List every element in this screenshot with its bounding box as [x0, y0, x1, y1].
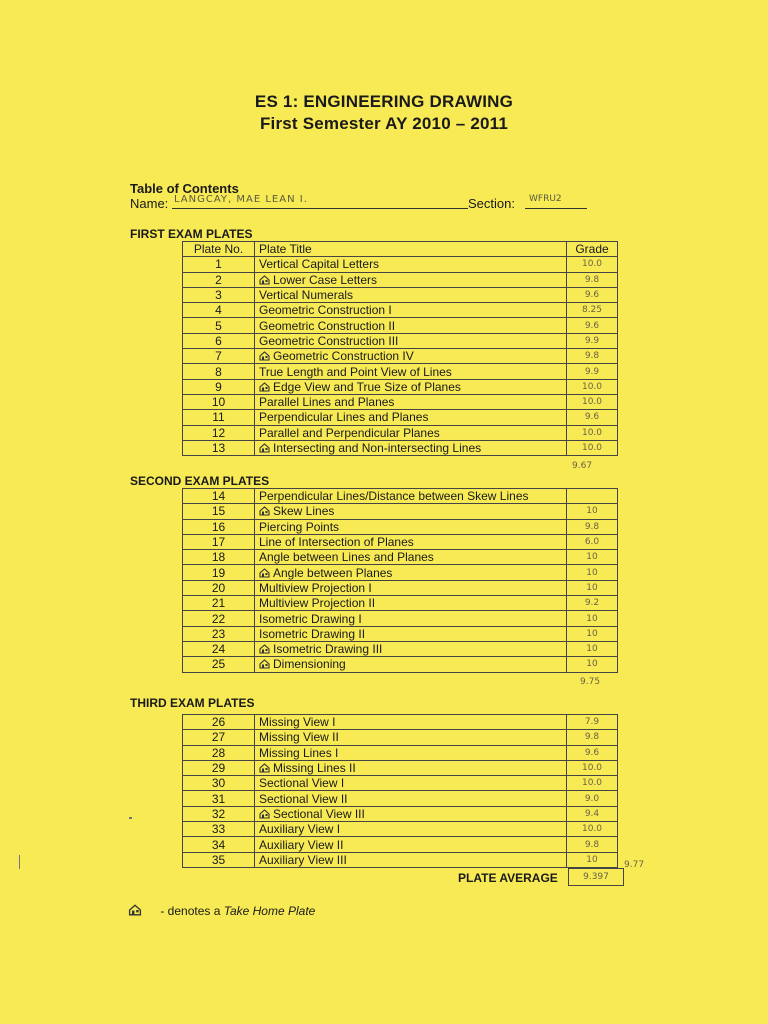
- plate-title: [255, 333, 567, 348]
- plate-grade: 10.0: [567, 776, 618, 791]
- plate-grade: 9.8: [567, 519, 618, 534]
- table-row: [183, 641, 618, 656]
- section-field[interactable]: WFRU2: [525, 194, 587, 209]
- table-row: [183, 303, 618, 318]
- plate-title: [255, 657, 567, 672]
- take-home-icon: [259, 808, 270, 818]
- plate-title: [255, 440, 567, 455]
- take-home-icon: [259, 643, 270, 653]
- plate-number: 2: [183, 272, 255, 287]
- plate-title: [255, 745, 567, 760]
- plate-number: 6: [183, 333, 255, 348]
- plate-grade: [567, 489, 618, 504]
- plate-grade: 10: [567, 657, 618, 672]
- first-exam-table: [182, 241, 618, 456]
- plate-title-text: Geometric Construction I: [259, 303, 392, 318]
- plate-title-text: Isometric Drawing I: [259, 611, 362, 626]
- table-row: [183, 257, 618, 272]
- plate-number: 30: [183, 776, 255, 791]
- plate-title-text: Perpendicular Lines and Planes: [259, 410, 429, 425]
- plate-title: [255, 364, 567, 379]
- take-home-icon: [259, 762, 270, 772]
- plate-title-text: Auxiliary View I: [259, 822, 341, 837]
- plate-title-text: Angle between Planes: [273, 565, 393, 580]
- first-exam-average: 9.67: [572, 461, 593, 471]
- plate-title: [255, 519, 567, 534]
- legend-prefix: - denotes a: [160, 904, 221, 918]
- plate-title: [255, 394, 567, 409]
- plate-title: [255, 715, 567, 730]
- plate-grade: 9.6: [567, 745, 618, 760]
- plate-grade: 9.0: [567, 791, 618, 806]
- table-row: [183, 760, 618, 775]
- document-title: ES 1: ENGINEERING DRAWING: [254, 92, 514, 111]
- table-row: [183, 333, 618, 348]
- plate-grade: 10: [567, 641, 618, 656]
- plate-title-text: Missing View II: [259, 730, 339, 745]
- plate-grade: 10.0: [567, 257, 618, 272]
- plate-title-header: Plate Title: [255, 242, 567, 257]
- plate-number: 31: [183, 791, 255, 806]
- take-home-icon: [259, 658, 270, 668]
- take-home-icon: [259, 442, 270, 452]
- plate-number: 3: [183, 287, 255, 302]
- plate-grade: 9.8: [567, 349, 618, 364]
- plate-grade: 9.8: [567, 272, 618, 287]
- plate-grade: 10.0: [567, 760, 618, 775]
- legend: [128, 904, 315, 918]
- plate-title: [255, 287, 567, 302]
- plate-number: 28: [183, 745, 255, 760]
- plate-number: 34: [183, 837, 255, 852]
- table-row: [183, 504, 618, 519]
- plate-number: 5: [183, 318, 255, 333]
- plate-title-text: Dimensioning: [273, 657, 346, 672]
- plate-title: [255, 791, 567, 806]
- plate-number: 23: [183, 626, 255, 641]
- second-exam-average: 9.75: [580, 677, 601, 687]
- plate-no-header: Plate No.: [183, 242, 255, 257]
- plate-grade: 9.9: [567, 333, 618, 348]
- plate-number: 33: [183, 822, 255, 837]
- second-exam-heading: SECOND EXAM PLATES: [130, 474, 270, 488]
- plate-number: 7: [183, 349, 255, 364]
- table-row: [183, 318, 618, 333]
- plate-title: [255, 504, 567, 519]
- plate-number: 32: [183, 806, 255, 821]
- table-row: [183, 852, 618, 867]
- plate-title-text: Parallel Lines and Planes: [259, 395, 395, 410]
- take-home-icon: [259, 350, 270, 360]
- plate-number: 21: [183, 596, 255, 611]
- plate-grade: 9.6: [567, 287, 618, 302]
- plate-title-text: Auxiliary View II: [259, 837, 344, 852]
- plate-number: 14: [183, 489, 255, 504]
- plate-grade: 7.9: [567, 715, 618, 730]
- plate-title-text: Multiview Projection I: [259, 580, 372, 595]
- scan-mark: [19, 855, 20, 869]
- table-row: [183, 364, 618, 379]
- plate-grade: 9.2: [567, 596, 618, 611]
- table-row: [183, 440, 618, 455]
- plate-title-text: Sectional View II: [259, 791, 348, 806]
- third-exam-average: 9.77: [624, 860, 645, 870]
- table-row: [183, 791, 618, 806]
- grade-header: Grade: [567, 242, 618, 257]
- plate-grade: 9.9: [567, 364, 618, 379]
- plate-title: [255, 596, 567, 611]
- plate-title: [255, 611, 567, 626]
- plate-grade: 8.25: [567, 303, 618, 318]
- plate-average-value: 9.397: [568, 868, 624, 886]
- third-exam-heading: THIRD EXAM PLATES: [130, 696, 255, 710]
- table-row: [183, 745, 618, 760]
- plate-number: 8: [183, 364, 255, 379]
- plate-number: 35: [183, 852, 255, 867]
- plate-grade: 9.4: [567, 806, 618, 821]
- name-label: Name:: [130, 196, 169, 211]
- plate-grade: 10: [567, 626, 618, 641]
- plate-title-text: Angle between Lines and Planes: [259, 550, 434, 565]
- plate-number: 18: [183, 550, 255, 565]
- legend-text: [160, 904, 315, 918]
- plate-title-text: Missing Lines I: [259, 745, 339, 760]
- second-exam-table: [182, 488, 618, 673]
- plate-number: 4: [183, 303, 255, 318]
- plate-title: [255, 580, 567, 595]
- plate-grade: 10.0: [567, 425, 618, 440]
- table-row: [183, 806, 618, 821]
- plate-title-text: Parallel and Perpendicular Planes: [259, 425, 440, 440]
- plate-grade: 9.8: [567, 730, 618, 745]
- take-home-icon: [128, 904, 148, 918]
- plate-title-text: Piercing Points: [259, 519, 340, 534]
- plate-number: 27: [183, 730, 255, 745]
- plate-title-text: Isometric Drawing II: [259, 626, 366, 641]
- plate-title: [255, 730, 567, 745]
- table-row: [183, 534, 618, 549]
- plate-title: [255, 565, 567, 580]
- plate-title-text: Lower Case Letters: [273, 272, 378, 287]
- plate-title: [255, 760, 567, 775]
- plate-title: [255, 410, 567, 425]
- plate-title-text: Vertical Capital Letters: [259, 257, 380, 272]
- plate-title-text: Vertical Numerals: [259, 288, 354, 303]
- document-subtitle: First Semester AY 2010 – 2011: [259, 114, 509, 133]
- plate-title: [255, 837, 567, 852]
- plate-grade: 10: [567, 504, 618, 519]
- table-row: [183, 580, 618, 595]
- table-row: [183, 550, 618, 565]
- plate-grade: 10: [567, 565, 618, 580]
- section-label: Section:: [468, 196, 515, 211]
- plate-title: [255, 550, 567, 565]
- table-row: [183, 657, 618, 672]
- plate-number: 26: [183, 715, 255, 730]
- table-row: [183, 611, 618, 626]
- plate-average-label: PLATE AVERAGE: [458, 871, 558, 885]
- plate-title: [255, 303, 567, 318]
- plate-title-text: Isometric Drawing III: [273, 642, 383, 657]
- plate-number: 24: [183, 641, 255, 656]
- plate-title-text: Geometric Construction III: [259, 333, 399, 348]
- plate-title: [255, 318, 567, 333]
- table-row: [183, 596, 618, 611]
- table-row: [183, 626, 618, 641]
- plate-number: 15: [183, 504, 255, 519]
- table-row: [183, 272, 618, 287]
- plate-grade: 10: [567, 611, 618, 626]
- plate-number: 10: [183, 394, 255, 409]
- plate-title: [255, 626, 567, 641]
- table-row: [183, 519, 618, 534]
- table-row: [183, 394, 618, 409]
- table-header-row: [183, 242, 618, 257]
- plate-grade: 10.0: [567, 379, 618, 394]
- plate-title-text: Geometric Construction IV: [273, 349, 414, 364]
- table-row: [183, 425, 618, 440]
- plate-grade: 10.0: [567, 822, 618, 837]
- plate-number: 22: [183, 611, 255, 626]
- plate-number: 1: [183, 257, 255, 272]
- take-home-icon: [259, 567, 270, 577]
- plate-title: [255, 257, 567, 272]
- plate-number: 20: [183, 580, 255, 595]
- plate-grade: 6.0: [567, 534, 618, 549]
- table-row: [183, 349, 618, 364]
- plate-title: [255, 379, 567, 394]
- plate-title-text: Skew Lines: [273, 504, 335, 519]
- name-section-row: [130, 196, 630, 216]
- plate-grade: 10.0: [567, 394, 618, 409]
- plate-title-text: Missing Lines II: [273, 761, 356, 776]
- plate-grade: 9.8: [567, 837, 618, 852]
- plate-title: [255, 806, 567, 821]
- plate-title: [255, 852, 567, 867]
- plate-title-text: Edge View and True Size of Planes: [273, 379, 461, 394]
- plate-title: [255, 272, 567, 287]
- plate-number: 25: [183, 657, 255, 672]
- take-home-icon: [259, 505, 270, 515]
- table-row: [183, 715, 618, 730]
- scan-mark: [129, 817, 132, 819]
- plate-grade: 10: [567, 550, 618, 565]
- plate-number: 17: [183, 534, 255, 549]
- plate-title-text: Missing View I: [259, 715, 336, 730]
- table-row: [183, 776, 618, 791]
- plate-title-text: Sectional View III: [273, 806, 365, 821]
- table-row: [183, 410, 618, 425]
- plate-title: [255, 776, 567, 791]
- table-row: [183, 837, 618, 852]
- plate-title-text: Sectional View I: [259, 776, 345, 791]
- plate-number: 16: [183, 519, 255, 534]
- take-home-icon: [259, 381, 270, 391]
- plate-title: [255, 349, 567, 364]
- table-row: [183, 730, 618, 745]
- plate-number: 19: [183, 565, 255, 580]
- plate-grade: 9.6: [567, 318, 618, 333]
- plate-number: 29: [183, 760, 255, 775]
- table-row: [183, 822, 618, 837]
- table-row: [183, 565, 618, 580]
- plate-title-text: Auxiliary View III: [259, 852, 347, 867]
- plate-title: [255, 534, 567, 549]
- plate-grade: 10.0: [567, 440, 618, 455]
- plate-grade: 10: [567, 580, 618, 595]
- first-exam-heading: FIRST EXAM PLATES: [130, 227, 253, 241]
- plate-title-text: Geometric Construction II: [259, 318, 396, 333]
- take-home-icon: [259, 274, 270, 284]
- table-row: [183, 489, 618, 504]
- table-row: [183, 379, 618, 394]
- third-exam-table: [182, 714, 618, 868]
- toc-heading: Table of Contents: [130, 181, 239, 196]
- plate-number: 11: [183, 410, 255, 425]
- plate-number: 12: [183, 425, 255, 440]
- plate-grade: 10: [567, 852, 618, 867]
- plate-title-text: Line of Intersection of Planes: [259, 535, 414, 550]
- plate-title-text: Multiview Projection II: [259, 596, 376, 611]
- plate-grade: 9.6: [567, 410, 618, 425]
- plate-title-text: Perpendicular Lines/Distance between Skew Lines: [259, 489, 529, 504]
- plate-title-text: Intersecting and Non-intersecting Lines: [273, 441, 482, 455]
- plate-number: 13: [183, 440, 255, 455]
- plate-title: [255, 425, 567, 440]
- plate-number: 9: [183, 379, 255, 394]
- name-field[interactable]: LANGCAY, MAE LEAN I.: [172, 194, 468, 209]
- legend-emphasis: Take Home Plate: [223, 904, 316, 918]
- plate-title: [255, 822, 567, 837]
- plate-title-text: True Length and Point View of Lines: [259, 364, 452, 379]
- table-row: [183, 287, 618, 302]
- plate-title: [255, 489, 567, 504]
- plate-title: [255, 641, 567, 656]
